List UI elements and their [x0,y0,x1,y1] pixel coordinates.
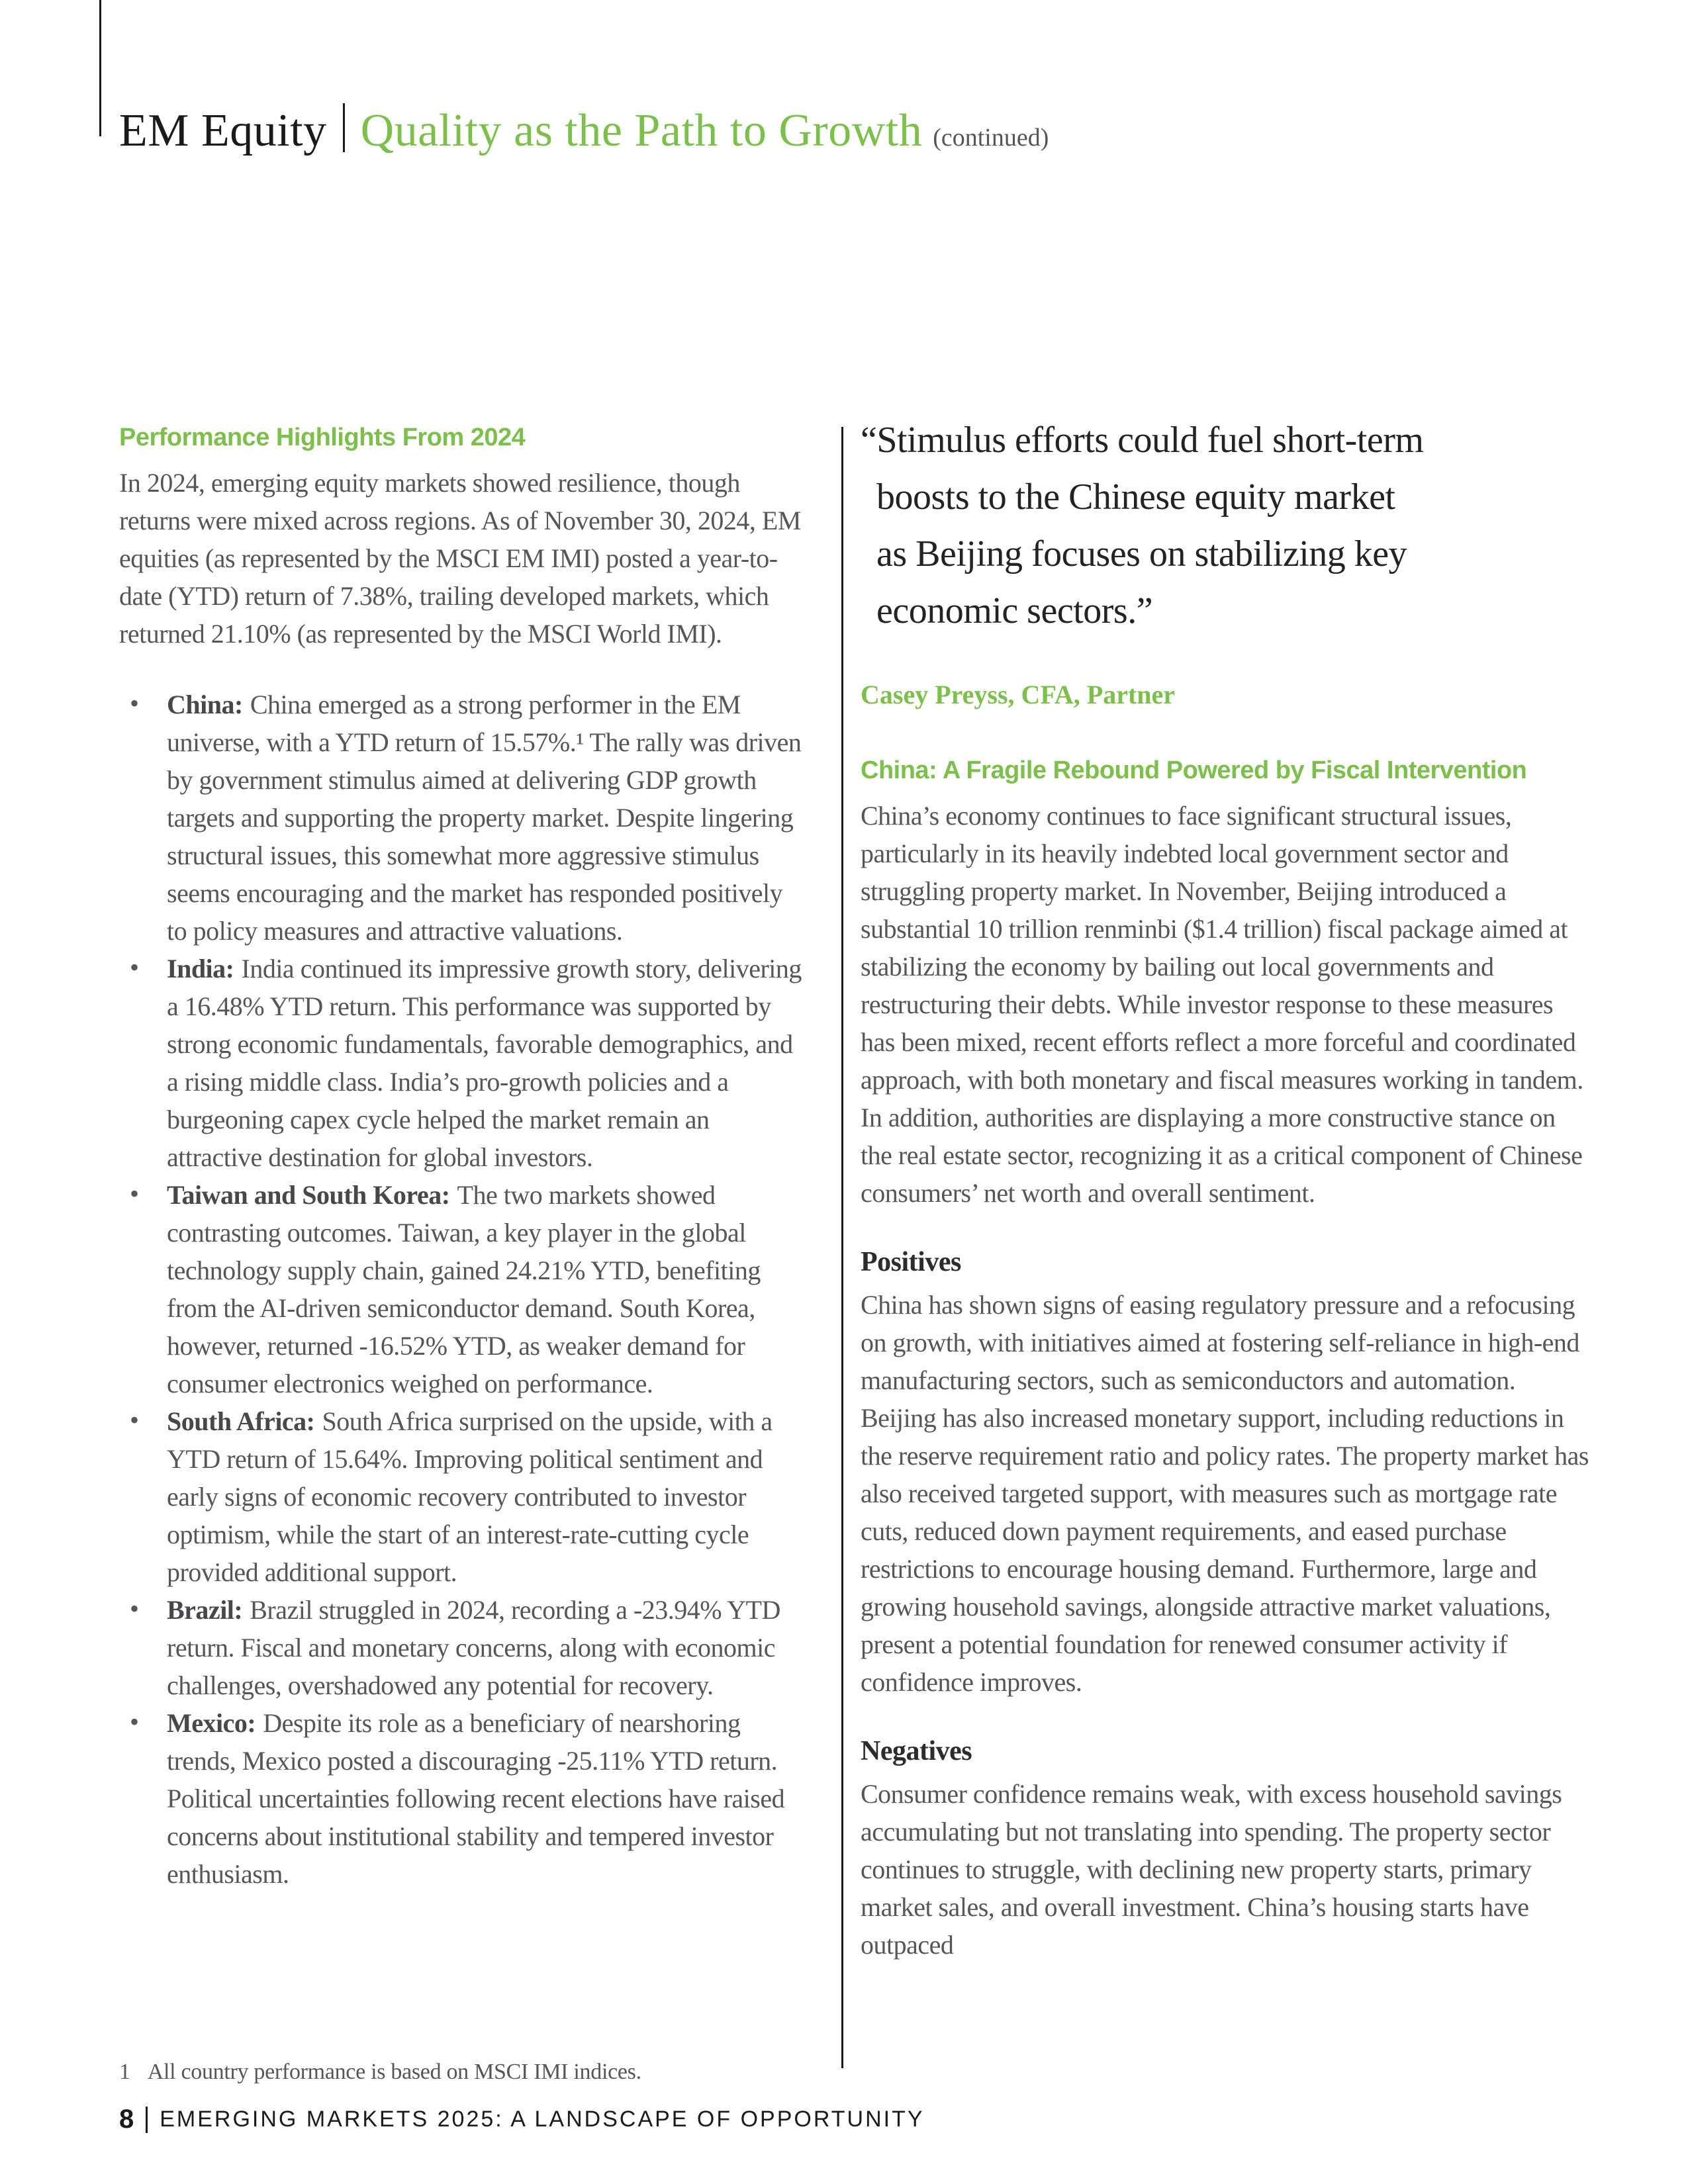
positives-paragraph: China has shown signs of easing regulatory pressure and a refocusing on growth, with initiatives aimed at fostering self-reliance in high-end manufacturing sectors, such as semiconductors and automation. Beijing has also increased monetary support, including reductions in the reserve requirement ratio and policy rates. The property market has also received targeted support, with measures such as mortgage rate cuts, reduced down payment requirements, and eased purchase restrictions to encourage housing demand. Furthermore, large and growing household savings, alongside attractive market valuations, present a potential foundation for renewed consumer activity if confidence improves. [861,1290,1589,1697]
footnote-marker: 1 [119,2060,130,2084]
chapter-title: Quality as the Path to Growth [360,105,923,156]
left-column [119,424,808,1893]
bullet-label: Mexico: [167,1708,256,1738]
bullet-text: China emerged as a strong performer in the EM universe, with a YTD return of 15.57%.¹ The rally was driven by government stimulus aimed at delivering GDP growth targets and supporting the property market. Despite lingering structural issues, this somewhat more aggressive stimulus seems encouraging and the market has responded positively to policy measures and attractive valuations. [167,690,802,946]
pull-quote-line: as Beijing focuses on stabilizing key [876,533,1407,574]
bullet-label: India: [167,954,234,983]
bullet-item [119,686,808,950]
footnote-text: All country performance is based on MSCI IMI indices. [147,2060,641,2084]
bullet-list [119,686,808,1893]
china-section-paragraph: China’s economy continues to face significant structural issues, particularly in its heavily indebted local government sector and struggling property market. In November, Beijing introduced a substantial 10 trillion renminbi ($1.4 trillion) fiscal package aimed at stabilizing the economy by bailing out local governments and restructuring their debts. While investor response to these measures has been mixed, recent efforts reflect a more forceful and coordinated approach, with both monetary and fiscal measures working in tandem. In addition, authorities are displaying a more constructive stance on the real estate sector, recognizing it as a critical component of Chinese consumers’ net worth and overall sentiment. [861,801,1583,1208]
bullet-item [119,1591,808,1704]
bullet-text: Despite its role as a beneficiary of nearshoring trends, Mexico posted a discouraging -25.11% YTD return. Political uncertainties following recent elections have raised concerns about institutional stability and tempered investor enthusiasm. [167,1708,785,1889]
header-rule [99,0,101,136]
footnote [119,2060,641,2085]
bullet-label: Brazil: [167,1595,243,1625]
page-header [119,97,1049,158]
brand-title: EM Equity [119,105,327,156]
intro-paragraph: In 2024, emerging equity markets showed resilience, though returns were mixed across regions. As of November 30, 2024, EM equities (as represented by the MSCI EM IMI) posted a year-to-date (YTD) return of 7.38%, trailing developed markets, which returned 21.10% (as represented by the MSCI World IMI). [119,468,801,649]
right-column [861,412,1589,1964]
column-divider-rule [841,427,843,2068]
page-footer [119,2105,925,2134]
pull-quote-line: economic sectors.” [876,590,1153,631]
bullet-text: Brazil struggled in 2024, recording a -23.94% YTD return. Fiscal and monetary concerns, along with economic challenges, overshadowed any potential for recovery. [167,1595,780,1700]
pull-quote-line: boosts to the Chinese equity market [876,477,1395,518]
pull-quote [861,412,1589,639]
bullet-label: China: [167,690,243,719]
footer-divider-rule [146,2107,148,2133]
positives-heading: Positives [861,1247,961,1277]
bullet-item [119,1176,808,1402]
page-number: 8 [119,2105,134,2134]
pull-quote-line: “Stimulus efforts could fuel short-term [861,420,1424,461]
continued-label: (continued) [933,124,1049,152]
bullet-item [119,1704,808,1893]
negatives-paragraph: Consumer confidence remains weak, with excess household savings accumulating but not translating into spending. The property sector continues to struggle, with declining new property starts, primary market sales, and overall investment. China’s housing starts have outpaced [861,1779,1562,1960]
bullet-text: The two markets showed contrasting outcomes. Taiwan, a key player in the global technology supply chain, gained 24.21% YTD, benefiting from the AI-driven semiconductor demand. South Korea, however, returned -16.52% YTD, as weaker demand for consumer electronics weighed on performance. [167,1180,761,1398]
bullet-text: India continued its impressive growth story, delivering a 16.48% YTD return. This performance was supported by strong economic fundamentals, favorable demographics, and a rising middle class. India’s pro-growth policies and a burgeoning capex cycle helped the market remain an attractive destination for global investors. [167,954,802,1172]
bullet-text: South Africa surprised on the upside, with a YTD return of 15.64%. Improving political sentiment and early signs of economic recovery contributed to investor optimism, while the start of an interest-rate-cutting cycle provided additional support. [167,1406,773,1587]
bullet-label: South Africa: [167,1406,315,1436]
bullet-label: Taiwan and South Korea: [167,1180,450,1210]
report-title: EMERGING MARKETS 2025: A LANDSCAPE OF OPPORTUNITY [160,2107,925,2132]
negatives-heading: Negatives [861,1736,972,1766]
quote-attribution: Casey Preyss, CFA, Partner [861,680,1176,709]
performance-highlights-heading: Performance Highlights From 2024 [119,424,526,451]
header-divider-rule [343,103,345,152]
china-section-heading: China: A Fragile Rebound Powered by Fiscal Intervention [861,756,1527,784]
bullet-item [119,1402,808,1591]
bullet-item [119,950,808,1176]
